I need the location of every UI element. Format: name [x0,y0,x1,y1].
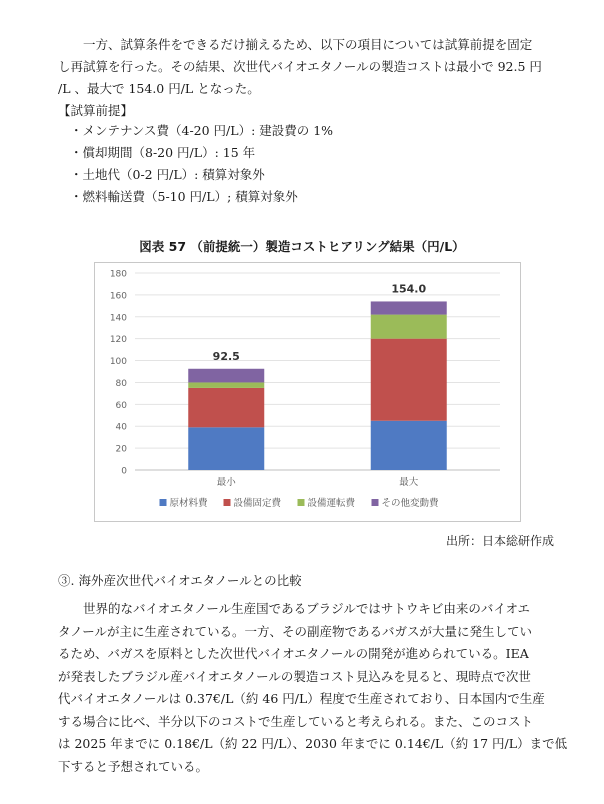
figure-title: 図表 57 （前提統一）製造コストヒアリング結果（円/L） [139,239,465,254]
y-tick-label: 20 [115,444,127,455]
section-line: 代バイオエタノールは 0.37€/L（約 46 円/L）程度で生産されており、日本国内で生産 [58,691,545,706]
chart-frame [94,262,521,522]
bar-total-label: 154.0 [391,282,427,296]
legend-swatch [224,499,231,506]
bar-total-label: 92.5 [212,349,240,363]
figure-source: 出所：日本総研作成 [445,534,554,548]
section-line: が発表したブラジル産バイオエタノールの製造コスト見込みを見ると、現時点で次世 [58,668,531,684]
legend-label: 設備固定費 [233,498,282,509]
bar-segment [371,301,447,314]
intro-paragraph [58,34,578,100]
legend-label: 原材料費 [169,498,208,509]
y-tick-label: 0 [121,466,127,477]
premise-header: 【試算前提】 [58,103,134,118]
stacked-bar-chart [95,263,520,521]
legend-swatch [372,499,379,506]
y-tick-label: 80 [115,378,127,389]
premise-list [70,120,333,208]
y-tick-label: 40 [115,422,127,433]
x-tick-label: 最小 [216,477,236,488]
legend-swatch [160,499,167,506]
section-line: タノールが主に生産されている。一方、その副産物であるバガスが大量に発生してい [58,623,533,639]
section-line: 下すると予想されている。 [58,758,209,774]
y-tick-label: 140 [109,313,127,324]
premise-item: ・土地代（0-2 円/L）: 積算対象外 [70,167,265,182]
premise-item: ・償却期間（8-20 円/L）: 15 年 [70,145,256,160]
legend-label: 設備運転費 [307,498,356,509]
bar-segment [371,315,447,339]
section-line: は 2025 年までに 0.18€/L（約 22 円/L）、2030 年までに 0.14€/L（約 17 円/L）まで低 [58,736,568,751]
section-paragraph [58,598,578,778]
y-tick-label: 100 [109,357,127,368]
y-tick-label: 60 [115,400,127,411]
bar-segment [188,388,264,427]
legend-label: その他変動費 [381,498,439,509]
section-line: 世界的なバイオエタノール生産国であるブラジルではサトウキビ由来のバイオエ [83,601,530,616]
y-tick-label: 160 [109,291,127,302]
bar-segment [188,382,264,387]
x-tick-label: 最大 [399,477,419,488]
y-tick-label: 120 [109,335,127,346]
intro-line: し再試算を行った。その結果、次世代バイオエタノールの製造コストは最小で 92.5 円 [58,59,542,74]
legend-swatch [298,499,305,506]
bar-segment [188,369,264,383]
bar-segment [371,339,447,421]
bar-segment [188,427,264,470]
premise-item: ・燃料輸送費（5-10 円/L）; 積算対象外 [70,189,298,204]
bar-segment [371,421,447,470]
intro-line: /L 、最大で 154.0 円/L となった。 [58,81,260,96]
section-heading: ③. 海外産次世代バイオエタノールとの比較 [58,573,302,588]
premise-item: ・メンテナンス費（4-20 円/L）: 建設費の 1% [70,123,334,138]
intro-line: 一方、試算条件をできるだけ揃えるため、以下の項目については試算前提を固定 [83,37,533,52]
section-line: する場合に比べ、半分以下のコストで生産していると考えられる。また、このコスト [58,713,534,729]
section-line: るため、バガスを原料とした次世代バイオエタノールの開発が進められている。IEA [58,646,529,661]
y-tick-label: 180 [109,269,127,280]
